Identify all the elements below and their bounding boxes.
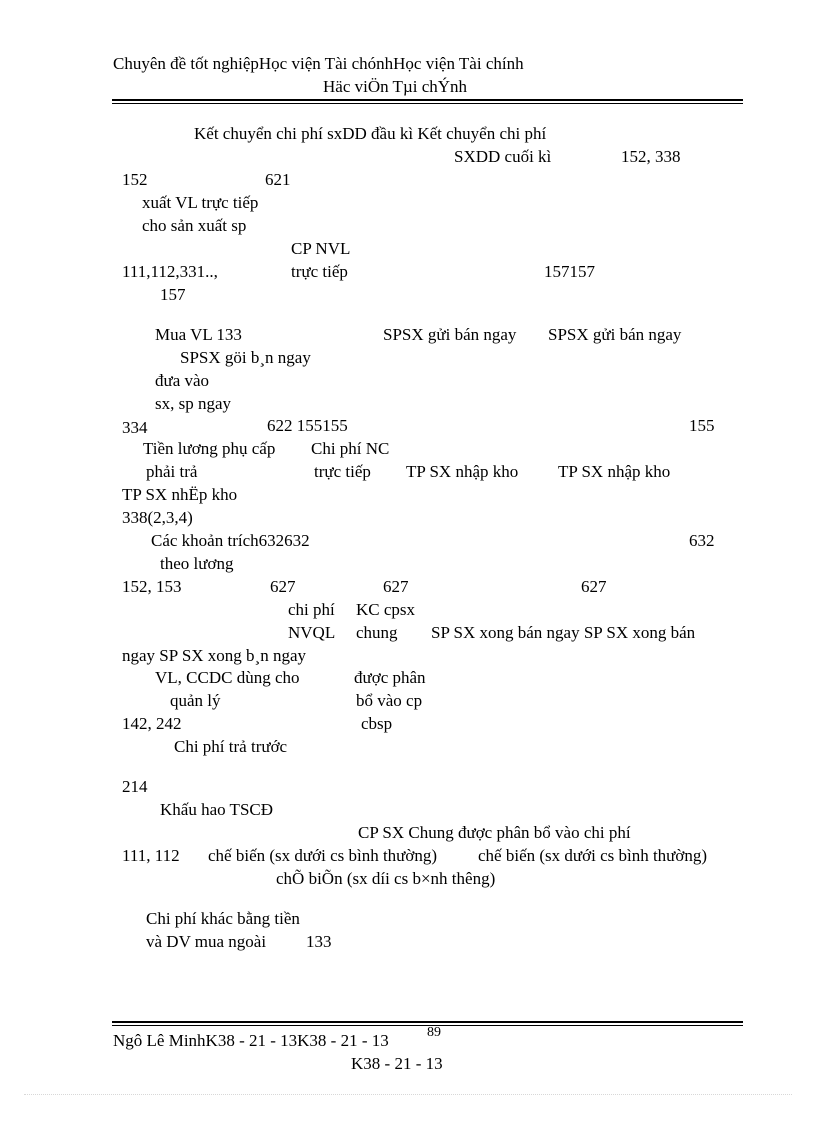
diagram-text: NVQL: [288, 623, 336, 642]
diagram-text: trực tiếp: [291, 262, 348, 281]
diagram-text: 142, 242: [122, 714, 182, 733]
diagram-text: Tiền lương phụ cấp: [143, 439, 276, 458]
diagram-text: và DV mua ngoài: [146, 932, 267, 951]
diagram-text: bổ vào cp: [356, 691, 423, 710]
page-bottom-edge: [24, 1094, 792, 1095]
diagram-text: sx, sp ngay: [155, 394, 232, 413]
diagram-text: 152, 338: [621, 147, 681, 166]
diagram-text: cbsp: [361, 714, 393, 733]
diagram-text: Khấu hao TSCĐ: [160, 800, 274, 819]
diagram-text: TP SX nhập kho: [406, 462, 519, 481]
diagram-text: 111,112,331..,: [122, 262, 218, 281]
diagram-text: chế biến (sx dưới cs bình thường): [478, 846, 708, 865]
diagram-text: 155: [689, 416, 715, 435]
diagram-text: TP SX nhËp kho: [122, 485, 238, 504]
header-line-1: Chuyên đề tốt nghiệpHọc viện Tài chónhHọc viện Tài chính: [113, 54, 524, 73]
diagram-text: chung: [356, 623, 398, 642]
diagram-text: theo lương: [160, 554, 234, 573]
diagram-text: KC cpsx: [356, 600, 416, 619]
diagram-text: CP NVL: [291, 239, 351, 258]
footer-author: Ngô Lê MinhK38 - 21 - 13K38 - 21 - 13: [113, 1031, 389, 1050]
diagram-text: 627: [270, 577, 296, 596]
diagram-text: Kết chuyển chi phí sxDD đầu kì Kết chuyển chi phí: [194, 124, 547, 143]
diagram-text: 621: [265, 170, 291, 189]
diagram-text: Chi phí NC: [311, 439, 390, 458]
diagram-text: 214: [122, 777, 148, 796]
diagram-text: VL, CCDC dùng cho: [155, 668, 300, 687]
diagram-text: 627: [383, 577, 409, 596]
diagram-text: Các khoản trích632632: [151, 531, 310, 550]
footer-class: K38 - 21 - 13: [351, 1054, 443, 1073]
diagram-text: ngay SP SX xong b¸n ngay: [122, 646, 307, 665]
diagram-text: TP SX nhập kho: [558, 462, 671, 481]
diagram-text: Chi phí trả trước: [174, 737, 288, 756]
diagram-text: 111, 112: [122, 846, 180, 865]
diagram-text: SPSX gửi bán ngay: [548, 325, 682, 344]
diagram-text: cho sản xuất sp: [142, 216, 247, 235]
diagram-text: 632: [689, 531, 715, 550]
diagram-text: Mua VL 133: [155, 325, 242, 344]
header-line-2: Häc viÖn Tµi chÝnh: [323, 77, 468, 96]
header-rule-thick: [112, 99, 743, 101]
diagram-text: 338(2,3,4): [122, 508, 193, 527]
diagram-text: 622 155155: [267, 416, 348, 435]
diagram-text: SP SX xong bán ngay SP SX xong bán: [431, 623, 696, 642]
diagram-text: trực tiếp: [314, 462, 371, 481]
diagram-text: CP SX Chung được phân bổ vào chi phí: [358, 823, 631, 842]
diagram-text: 627: [581, 577, 607, 596]
diagram-text: 157157: [544, 262, 595, 281]
diagram-text: đưa vào: [155, 371, 210, 390]
diagram-text: 152, 153: [122, 577, 182, 596]
header-rule-thin: [112, 103, 743, 104]
diagram-text: chÕ biÕn (sx díi cs b×nh thêng): [276, 869, 496, 888]
footer-rule-thick: [112, 1021, 743, 1023]
diagram-text: chế biến (sx dưới cs bình thường): [208, 846, 438, 865]
diagram-text: SXDD cuối kì: [454, 147, 552, 166]
diagram-text: quản lý: [170, 691, 221, 710]
diagram-text: Chi phí khác bằng tiền: [146, 909, 300, 928]
diagram-text: 157: [160, 285, 186, 304]
diagram-text: chi phí: [288, 600, 335, 619]
diagram-text: SPSX göi b¸n ngay: [180, 348, 311, 367]
diagram-text: 334: [122, 418, 148, 437]
diagram-text: 152: [122, 170, 148, 189]
diagram-text: 133: [306, 932, 332, 951]
diagram-text: phải trả: [146, 462, 198, 481]
diagram-text: xuất VL trực tiếp: [142, 193, 259, 212]
diagram-text: SPSX gửi bán ngay: [383, 325, 517, 344]
page-number: 89: [427, 1025, 441, 1040]
diagram-text: được phân: [354, 668, 426, 687]
